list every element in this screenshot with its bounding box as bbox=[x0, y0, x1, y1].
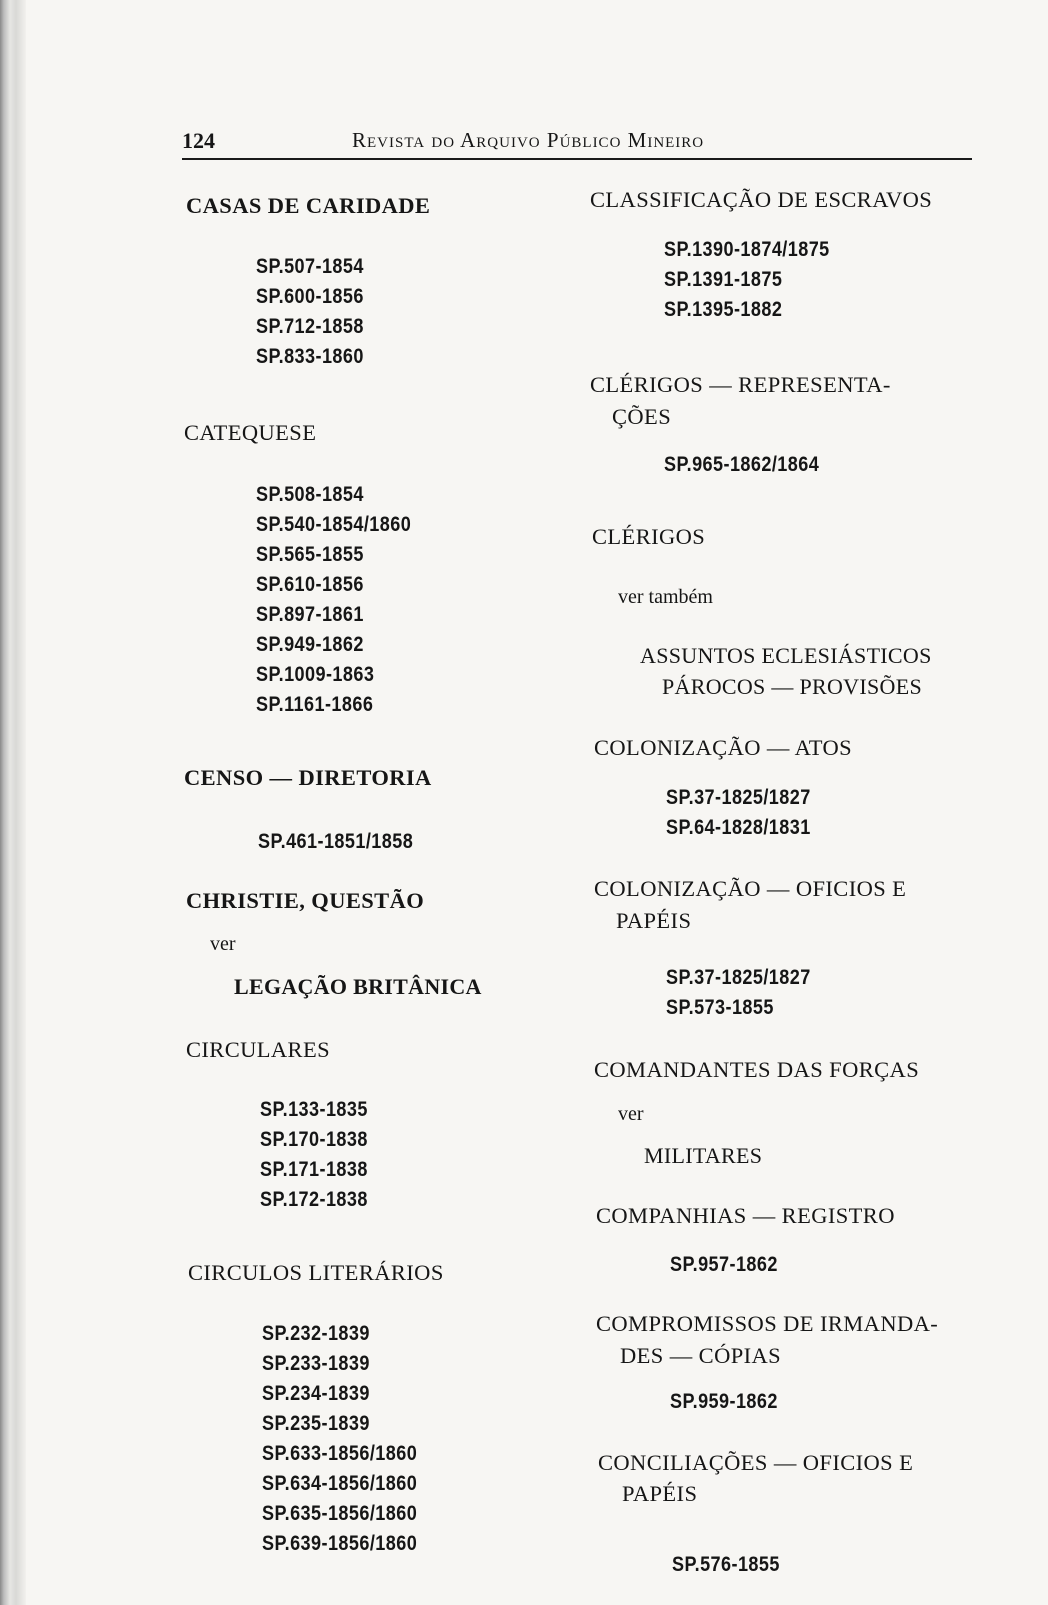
cross-reference-target: PÁROCOS — PROVISÕES bbox=[662, 674, 922, 699]
entry-heading-classificacao: CLASSIFICAÇÃO DE ESCRAVOS bbox=[590, 187, 933, 212]
entry-ref: SP.1161-1866 bbox=[256, 693, 374, 716]
entry-heading-colonizacao-oficios: COLONIZAÇÃO — OFICIOS E bbox=[594, 876, 907, 901]
entry-ref: SP.633-1856/1860 bbox=[262, 1442, 418, 1465]
entry-ref: SP.1009-1863 bbox=[256, 663, 375, 686]
entry-ref: SP.565-1855 bbox=[256, 543, 364, 566]
entry-heading-companhias: COMPANHIAS — REGISTRO bbox=[596, 1203, 895, 1228]
entry-ref: SP.959-1862 bbox=[670, 1390, 778, 1413]
entry-ref: SP.897-1861 bbox=[256, 603, 364, 626]
see-label: ver bbox=[618, 1103, 644, 1125]
entry-heading-circulares: CIRCULARES bbox=[186, 1037, 331, 1062]
entry-heading-continuation: DES — CÓPIAS bbox=[620, 1343, 782, 1368]
running-title: Revista do Arquivo Público Mineiro bbox=[352, 128, 705, 152]
entry-ref: SP.172-1838 bbox=[260, 1188, 368, 1211]
entry-ref: SP.639-1856/1860 bbox=[262, 1532, 418, 1555]
entry-ref: SP.712-1858 bbox=[256, 315, 364, 338]
entry-ref: SP.508-1854 bbox=[256, 483, 364, 506]
entry-heading-continuation: PAPÉIS bbox=[622, 1481, 698, 1506]
entry-heading-continuation: ÇÕES bbox=[612, 404, 672, 429]
entry-ref: SP.170-1838 bbox=[260, 1128, 368, 1151]
entry-ref: SP.234-1839 bbox=[262, 1382, 370, 1405]
entry-ref: SP.600-1856 bbox=[256, 285, 364, 308]
entry-heading-comandantes: COMANDANTES DAS FORÇAS bbox=[594, 1057, 920, 1082]
entry-ref: SP.573-1855 bbox=[666, 996, 774, 1019]
entry-ref: SP.133-1835 bbox=[260, 1098, 368, 1121]
entry-heading-colonizacao-atos: COLONIZAÇÃO — ATOS bbox=[594, 735, 853, 760]
page-number: 124 bbox=[182, 128, 215, 153]
entry-heading-catequese: CATEQUESE bbox=[184, 420, 317, 445]
entry-ref: SP.37-1825/1827 bbox=[666, 786, 811, 809]
entry-ref: SP.949-1862 bbox=[256, 633, 364, 656]
entry-ref: SP.233-1839 bbox=[262, 1352, 370, 1375]
cross-reference-target: MILITARES bbox=[644, 1143, 763, 1168]
entry-ref: SP.576-1855 bbox=[672, 1553, 780, 1576]
entry-ref: SP.965-1862/1864 bbox=[664, 453, 820, 476]
page-header bbox=[182, 128, 972, 160]
entry-ref: SP.507-1854 bbox=[256, 255, 364, 278]
entry-ref: SP.833-1860 bbox=[256, 345, 364, 368]
cross-reference-target: LEGAÇÃO BRITÂNICA bbox=[234, 974, 482, 999]
entry-ref: SP.540-1854/1860 bbox=[256, 513, 412, 536]
cross-reference-target: ASSUNTOS ECLESIÁSTICOS bbox=[640, 643, 932, 668]
entry-ref: SP.634-1856/1860 bbox=[262, 1472, 418, 1495]
see-also-label: ver também bbox=[618, 586, 713, 608]
entry-heading-casas: CASAS DE CARIDADE bbox=[186, 193, 431, 218]
entry-ref: SP.957-1862 bbox=[670, 1253, 778, 1276]
entry-ref: SP.1395-1882 bbox=[664, 298, 783, 321]
entry-heading-christie: CHRISTIE, QUESTÃO bbox=[186, 888, 425, 913]
entry-ref: SP.1390-1874/1875 bbox=[664, 238, 830, 261]
entry-ref: SP.37-1825/1827 bbox=[666, 966, 811, 989]
entry-ref: SP.171-1838 bbox=[260, 1158, 368, 1181]
entry-ref: SP.232-1839 bbox=[262, 1322, 370, 1345]
entry-ref: SP.64-1828/1831 bbox=[666, 816, 811, 839]
entry-heading-conciliacoes: CONCILIAÇÕES — OFICIOS E bbox=[598, 1450, 914, 1475]
entry-ref: SP.461-1851/1858 bbox=[258, 830, 414, 853]
entry-heading-clerigos-representacoes: CLÉRIGOS — REPRESENTA- bbox=[590, 372, 891, 397]
entry-heading-censo: CENSO — DIRETORIA bbox=[184, 765, 432, 790]
entry-heading-circulos: CIRCULOS LITERÁRIOS bbox=[188, 1260, 444, 1285]
entry-ref: SP.610-1856 bbox=[256, 573, 364, 596]
entry-heading-clerigos: CLÉRIGOS bbox=[592, 524, 706, 549]
see-label: ver bbox=[210, 933, 236, 955]
entry-ref: SP.235-1839 bbox=[262, 1412, 370, 1435]
entry-heading-continuation: PAPÉIS bbox=[616, 908, 692, 933]
entry-ref: SP.635-1856/1860 bbox=[262, 1502, 418, 1525]
entry-ref: SP.1391-1875 bbox=[664, 268, 783, 291]
entry-heading-compromissos: COMPROMISSOS DE IRMANDA- bbox=[596, 1311, 939, 1336]
